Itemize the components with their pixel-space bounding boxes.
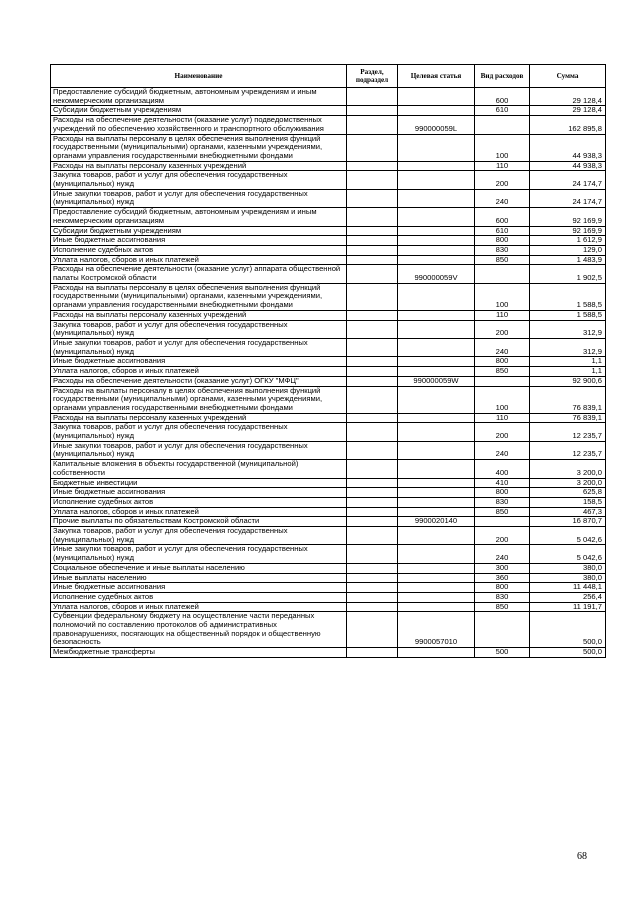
row-target-cell [398,236,475,246]
row-section-cell [347,88,398,106]
row-target-cell [398,226,475,236]
row-sum-cell: 1 588,5 [530,310,606,320]
row-name-cell: Расходы на выплаты персоналу казенных учреждений [51,310,347,320]
table-row [51,208,606,226]
row-target-cell: 990000059W [398,376,475,386]
row-section-cell [347,245,398,255]
row-target-cell [398,310,475,320]
row-name-cell: Субсидии бюджетным учреждениям [51,106,347,116]
row-name-cell: Закупка товаров, работ и услуг для обеспечения государственных (муниципальных) нужд [51,527,347,545]
row-sum-cell: 1 483,9 [530,255,606,265]
row-target-cell: 9900020140 [398,517,475,527]
budget-expenditure-table [50,64,606,658]
row-name-cell: Субсидии бюджетным учреждениям [51,226,347,236]
row-name-cell: Иные бюджетные ассигнования [51,236,347,246]
row-section-cell [347,441,398,459]
row-section-cell [347,497,398,507]
row-target-cell [398,497,475,507]
row-section-cell [347,226,398,236]
row-section-cell [347,310,398,320]
row-kind-cell: 610 [475,226,530,236]
table-row [51,488,606,498]
row-kind-cell: 240 [475,189,530,207]
row-section-cell [347,563,398,573]
row-target-cell: 990000059L [398,116,475,134]
row-target-cell [398,460,475,478]
row-section-cell [347,583,398,593]
table-row [51,106,606,116]
row-section-cell [347,573,398,583]
row-name-cell: Закупка товаров, работ и услуг для обеспечения государственных (муниципальных) нужд [51,171,347,189]
row-name-cell: Расходы на выплаты персоналу казенных учреждений [51,413,347,423]
row-section-cell [347,612,398,648]
row-section-cell [347,488,398,498]
table-row [51,573,606,583]
row-name-cell: Исполнение судебных актов [51,592,347,602]
row-section-cell [347,592,398,602]
table-row [51,592,606,602]
row-sum-cell: 92 169,9 [530,226,606,236]
row-target-cell [398,283,475,310]
row-sum-cell: 16 870,7 [530,517,606,527]
table-row [51,386,606,413]
row-target-cell [398,189,475,207]
row-target-cell: 990000059V [398,265,475,283]
row-kind-cell: 850 [475,507,530,517]
row-section-cell [347,357,398,367]
row-name-cell: Расходы на выплаты персоналу в целях обеспечения выполнения функций государственными (муниципальными) органами, казенными учреждениями, органами управления государственными внебюджетными фондами [51,283,347,310]
row-kind-cell: 240 [475,441,530,459]
row-kind-cell: 800 [475,488,530,498]
table-row [51,245,606,255]
row-section-cell [347,116,398,134]
row-section-cell [347,648,398,658]
row-section-cell [347,517,398,527]
row-kind-cell: 200 [475,171,530,189]
row-kind-cell: 200 [475,320,530,338]
row-name-cell: Расходы на обеспечение деятельности (оказание услуг) аппарата общественной палаты Костромской области [51,265,347,283]
row-section-cell [347,423,398,441]
row-name-cell: Социальное обеспечение и иные выплаты населению [51,563,347,573]
table-row [51,171,606,189]
row-kind-cell: 850 [475,255,530,265]
row-section-cell [347,255,398,265]
table-row [51,320,606,338]
row-name-cell: Расходы на выплаты персоналу в целях обеспечения выполнения функций государственными (муниципальными) органами, казенными учреждениями, органами управления государственными внебюджетными фондами [51,386,347,413]
header-expense-kind: Вид расходов [475,65,530,88]
header-sum: Сумма [530,65,606,88]
row-kind-cell: 800 [475,236,530,246]
row-name-cell: Иные закупки товаров, работ и услуг для обеспечения государственных (муниципальных) нужд [51,189,347,207]
row-name-cell: Иные бюджетные ассигнования [51,583,347,593]
table-row [51,376,606,386]
row-kind-cell: 800 [475,583,530,593]
table-row [51,134,606,161]
budget-table-sheet [50,64,605,658]
table-row [51,413,606,423]
row-kind-cell: 110 [475,310,530,320]
row-sum-cell: 1 902,5 [530,265,606,283]
row-kind-cell: 240 [475,545,530,563]
row-name-cell: Уплата налогов, сборов и иных платежей [51,255,347,265]
table-row [51,189,606,207]
row-kind-cell: 600 [475,208,530,226]
row-sum-cell: 256,4 [530,592,606,602]
row-kind-cell [475,376,530,386]
table-row [51,507,606,517]
row-kind-cell: 100 [475,386,530,413]
row-name-cell: Прочие выплаты по обязательствам Костромской области [51,517,347,527]
table-body [51,88,606,658]
row-target-cell [398,545,475,563]
row-section-cell [347,367,398,377]
row-section-cell [347,507,398,517]
row-name-cell: Исполнение судебных актов [51,497,347,507]
row-name-cell: Иные закупки товаров, работ и услуг для обеспечения государственных (муниципальных) нужд [51,545,347,563]
row-name-cell: Расходы на обеспечение деятельности (оказание услуг) подведомственных учреждений по обеспечению хозяйственного и транспортного обслуживания [51,116,347,134]
row-section-cell [347,478,398,488]
row-section-cell [347,602,398,612]
row-target-cell [398,134,475,161]
row-name-cell: Предоставление субсидий бюджетным, автономным учреждениям и иным некоммерческим организациям [51,88,347,106]
table-row [51,441,606,459]
row-target-cell [398,88,475,106]
row-sum-cell: 1,1 [530,357,606,367]
table-row [51,338,606,356]
row-sum-cell: 1 612,9 [530,236,606,246]
row-name-cell: Бюджетные инвестиции [51,478,347,488]
row-kind-cell: 300 [475,563,530,573]
row-sum-cell: 44 938,3 [530,161,606,171]
row-sum-cell: 162 895,8 [530,116,606,134]
table-row [51,602,606,612]
row-kind-cell: 600 [475,88,530,106]
row-kind-cell: 830 [475,245,530,255]
row-kind-cell: 110 [475,413,530,423]
row-name-cell: Уплата налогов, сборов и иных платежей [51,367,347,377]
table-row [51,612,606,648]
row-kind-cell: 610 [475,106,530,116]
row-sum-cell: 129,0 [530,245,606,255]
table-row [51,283,606,310]
row-target-cell [398,245,475,255]
row-kind-cell: 500 [475,648,530,658]
row-name-cell: Расходы на выплаты персоналу казенных учреждений [51,161,347,171]
row-target-cell [398,478,475,488]
row-sum-cell: 1 588,5 [530,283,606,310]
row-sum-cell: 500,0 [530,612,606,648]
row-kind-cell [475,612,530,648]
table-row [51,255,606,265]
header-section: Раздел, подраздел [347,65,398,88]
row-kind-cell: 200 [475,527,530,545]
row-sum-cell: 76 839,1 [530,413,606,423]
row-name-cell: Иные бюджетные ассигнования [51,488,347,498]
row-sum-cell: 44 938,3 [530,134,606,161]
row-target-cell [398,413,475,423]
row-name-cell: Расходы на выплаты персоналу в целях обеспечения выполнения функций государственными (муниципальными) органами, казенными учреждениями, органами управления государственными внебюджетными фондами [51,134,347,161]
row-sum-cell: 380,0 [530,573,606,583]
row-target-cell [398,357,475,367]
row-kind-cell: 240 [475,338,530,356]
row-target-cell [398,106,475,116]
row-sum-cell: 29 128,4 [530,88,606,106]
row-name-cell: Закупка товаров, работ и услуг для обеспечения государственных (муниципальных) нужд [51,423,347,441]
row-sum-cell: 92 900,6 [530,376,606,386]
table-row [51,545,606,563]
table-row [51,265,606,283]
row-section-cell [347,161,398,171]
row-target-cell [398,583,475,593]
table-row [51,310,606,320]
row-target-cell [398,208,475,226]
row-kind-cell [475,517,530,527]
table-header [51,65,606,88]
row-target-cell [398,592,475,602]
row-kind-cell [475,116,530,134]
row-sum-cell: 3 200,0 [530,460,606,478]
row-name-cell: Уплата налогов, сборов и иных платежей [51,507,347,517]
row-target-cell [398,648,475,658]
row-target-cell [398,507,475,517]
row-section-cell [347,386,398,413]
row-target-cell [398,255,475,265]
row-section-cell [347,208,398,226]
row-sum-cell: 24 174,7 [530,189,606,207]
row-sum-cell: 24 174,7 [530,171,606,189]
row-target-cell [398,441,475,459]
row-target-cell [398,423,475,441]
row-target-cell [398,171,475,189]
row-section-cell [347,320,398,338]
table-row [51,116,606,134]
table-row [51,88,606,106]
row-target-cell [398,320,475,338]
row-section-cell [347,189,398,207]
row-target-cell [398,338,475,356]
row-sum-cell: 11 448,1 [530,583,606,593]
row-kind-cell: 360 [475,573,530,583]
row-name-cell: Иные выплаты населению [51,573,347,583]
row-sum-cell: 5 042,6 [530,545,606,563]
row-section-cell [347,527,398,545]
row-section-cell [347,134,398,161]
row-kind-cell: 410 [475,478,530,488]
row-target-cell [398,563,475,573]
row-kind-cell: 850 [475,367,530,377]
row-section-cell [347,171,398,189]
row-sum-cell: 380,0 [530,563,606,573]
header-name: Наименование [51,65,347,88]
table-row [51,357,606,367]
table-row [51,460,606,478]
table-row [51,226,606,236]
page-number: 68 [577,851,587,862]
row-sum-cell: 500,0 [530,648,606,658]
header-target-article: Целевая статья [398,65,475,88]
table-row [51,367,606,377]
row-target-cell [398,161,475,171]
row-sum-cell: 312,9 [530,320,606,338]
row-sum-cell: 29 128,4 [530,106,606,116]
table-row [51,648,606,658]
row-target-cell [398,527,475,545]
row-section-cell [347,106,398,116]
row-sum-cell: 12 235,7 [530,441,606,459]
row-sum-cell: 3 200,0 [530,478,606,488]
row-target-cell [398,367,475,377]
row-name-cell: Капитальные вложения в объекты государственной (муниципальной) собственности [51,460,347,478]
row-name-cell: Исполнение судебных актов [51,245,347,255]
row-target-cell [398,386,475,413]
table-row [51,478,606,488]
row-section-cell [347,283,398,310]
row-section-cell [347,236,398,246]
row-kind-cell: 200 [475,423,530,441]
row-sum-cell: 467,3 [530,507,606,517]
row-kind-cell: 800 [475,357,530,367]
row-sum-cell: 312,9 [530,338,606,356]
row-kind-cell: 100 [475,134,530,161]
row-section-cell [347,545,398,563]
row-name-cell: Закупка товаров, работ и услуг для обеспечения государственных (муниципальных) нужд [51,320,347,338]
row-kind-cell: 850 [475,602,530,612]
row-name-cell: Субвенции федеральному бюджету на осуществление части переданных полномочий по составлению протоколов об административных правонарушениях, посягающих на общественный порядок и общественную безопасность [51,612,347,648]
row-target-cell [398,602,475,612]
row-sum-cell: 1,1 [530,367,606,377]
row-kind-cell: 830 [475,497,530,507]
row-kind-cell: 110 [475,161,530,171]
table-row [51,161,606,171]
row-sum-cell: 12 235,7 [530,423,606,441]
row-sum-cell: 11 191,7 [530,602,606,612]
row-name-cell: Иные бюджетные ассигнования [51,357,347,367]
row-kind-cell: 400 [475,460,530,478]
table-row [51,583,606,593]
table-row [51,527,606,545]
row-name-cell: Расходы на обеспечение деятельности (оказание услуг) ОГКУ "МФЦ" [51,376,347,386]
row-target-cell [398,573,475,583]
row-name-cell: Межбюджетные трансферты [51,648,347,658]
row-name-cell: Предоставление субсидий бюджетным, автономным учреждениям и иным некоммерческим организациям [51,208,347,226]
row-section-cell [347,338,398,356]
row-kind-cell: 830 [475,592,530,602]
row-section-cell [347,413,398,423]
row-target-cell [398,488,475,498]
table-row [51,236,606,246]
row-sum-cell: 5 042,6 [530,527,606,545]
row-kind-cell [475,265,530,283]
row-name-cell: Иные закупки товаров, работ и услуг для обеспечения государственных (муниципальных) нужд [51,338,347,356]
row-section-cell [347,376,398,386]
row-kind-cell: 100 [475,283,530,310]
table-row [51,517,606,527]
row-name-cell: Иные закупки товаров, работ и услуг для обеспечения государственных (муниципальных) нужд [51,441,347,459]
table-row [51,563,606,573]
row-section-cell [347,265,398,283]
row-sum-cell: 92 169,9 [530,208,606,226]
table-row [51,423,606,441]
row-name-cell: Уплата налогов, сборов и иных платежей [51,602,347,612]
row-sum-cell: 158,5 [530,497,606,507]
row-sum-cell: 76 839,1 [530,386,606,413]
table-row [51,497,606,507]
row-sum-cell: 625,8 [530,488,606,498]
row-target-cell: 9900057010 [398,612,475,648]
row-section-cell [347,460,398,478]
